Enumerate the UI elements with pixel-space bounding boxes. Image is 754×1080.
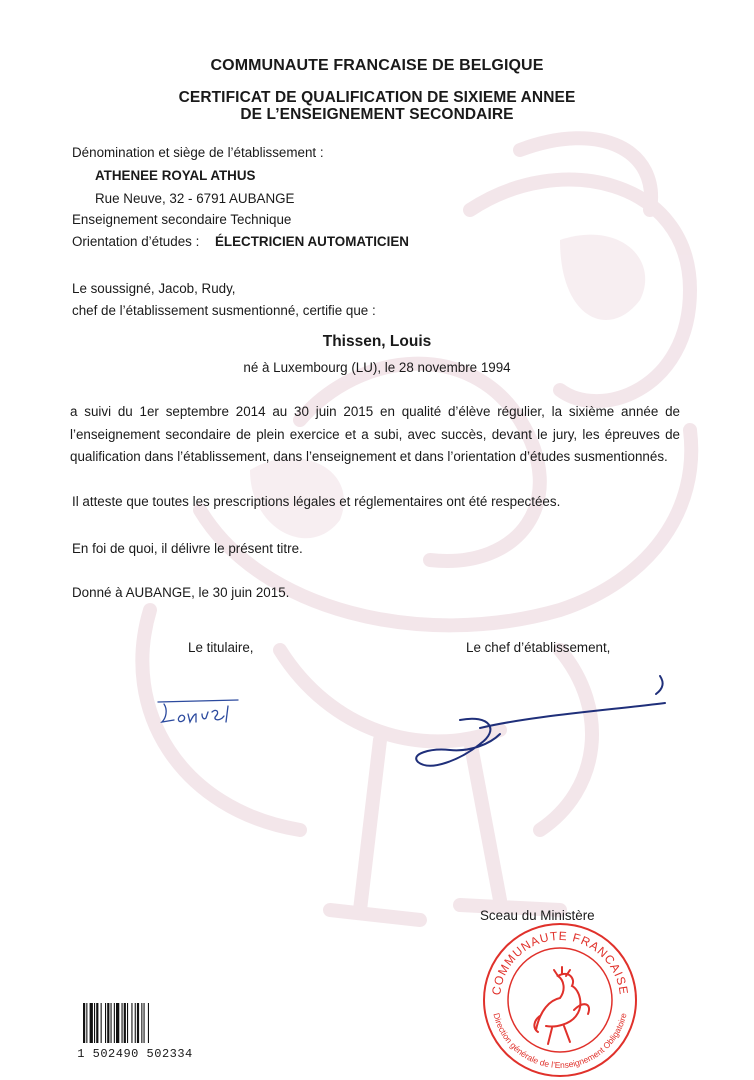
attest-line: Il atteste que toutes les prescriptions légales et réglementaires ont été respectées. bbox=[72, 494, 561, 509]
header-community: COMMUNAUTE FRANCAISE DE BELGIQUE bbox=[210, 57, 544, 74]
barcode-bar bbox=[107, 1003, 109, 1043]
barcode-bar bbox=[101, 1003, 102, 1043]
header-certificate-subtitle: DE L’ENSEIGNEMENT SECONDAIRE bbox=[240, 106, 514, 123]
seal-outer-text: COMMUNAUTE FRANCAISE bbox=[489, 928, 631, 997]
seal-label: Sceau du Ministère bbox=[480, 908, 595, 923]
barcode-bar bbox=[96, 1003, 98, 1043]
certificate-paragraph: a suivi du 1er septembre 2014 au 30 juin 2015 en qualité d’élève régulier, la sixième année de l’enseignement secondaire de plein exercice et a subi, avec succès, devant le jury, les épreuves de qualification dans l’établissement, dans l’enseignement et dans l’orientation d’études susmentionnés. bbox=[70, 404, 680, 464]
denomination-label: Dénomination et siège de l’établissement : bbox=[72, 145, 324, 160]
foi-line: En foi de quoi, il délivre le présent titre. bbox=[72, 541, 303, 556]
student-birth: né à Luxembourg (LU), le 28 novembre 1994 bbox=[243, 360, 511, 375]
barcode bbox=[82, 1003, 192, 1043]
orientation-label: Orientation d’études : bbox=[72, 234, 200, 249]
barcode-bar bbox=[137, 1003, 139, 1043]
signatory-role: chef de l’établissement susmentionné, certifie que : bbox=[72, 303, 376, 318]
signatory-line: Le soussigné, Jacob, Rudy, bbox=[72, 281, 236, 296]
education-type: Enseignement secondaire Technique bbox=[72, 212, 292, 227]
header-certificate-title: CERTIFICAT DE QUALIFICATION DE SIXIEME ANNEE bbox=[178, 89, 576, 106]
barcode-bar bbox=[90, 1003, 93, 1043]
barcode-bar bbox=[127, 1003, 128, 1043]
barcode-bar bbox=[83, 1003, 85, 1043]
holder-label: Le titulaire, bbox=[188, 640, 254, 655]
orientation-value: ÉLECTRICIEN AUTOMATICIEN bbox=[215, 234, 409, 249]
barcode-bar bbox=[105, 1003, 106, 1043]
barcode-number: 1 502490 502334 bbox=[77, 1047, 193, 1061]
barcode-bar bbox=[114, 1003, 115, 1043]
school-address: Rue Neuve, 32 - 6791 AUBANGE bbox=[95, 191, 295, 206]
seal-inner-text: Direction générale de l’Enseignement Obligatoire bbox=[491, 1011, 629, 1071]
barcode-bar bbox=[131, 1003, 132, 1043]
barcode-bar bbox=[111, 1003, 112, 1043]
barcode-bar bbox=[86, 1003, 87, 1043]
barcode-bar bbox=[124, 1003, 126, 1043]
given-line: Donné à AUBANGE, le 30 juin 2015. bbox=[72, 585, 290, 600]
barcode-bar bbox=[122, 1003, 123, 1043]
school-name: ATHENEE ROYAL ATHUS bbox=[95, 168, 256, 183]
barcode-bar bbox=[144, 1003, 145, 1043]
barcode-bar bbox=[135, 1003, 136, 1043]
holder-signature bbox=[150, 690, 245, 735]
barcode-bar bbox=[116, 1003, 119, 1043]
student-name: Thissen, Louis bbox=[322, 333, 432, 350]
barcode-bar bbox=[141, 1003, 142, 1043]
ministry-seal bbox=[480, 920, 640, 1080]
barcode-bar bbox=[94, 1003, 95, 1043]
head-label: Le chef d’établissement, bbox=[466, 640, 611, 655]
barcode-block bbox=[74, 1003, 196, 1067]
head-signature bbox=[410, 668, 680, 783]
barcode-bar bbox=[148, 1003, 149, 1043]
